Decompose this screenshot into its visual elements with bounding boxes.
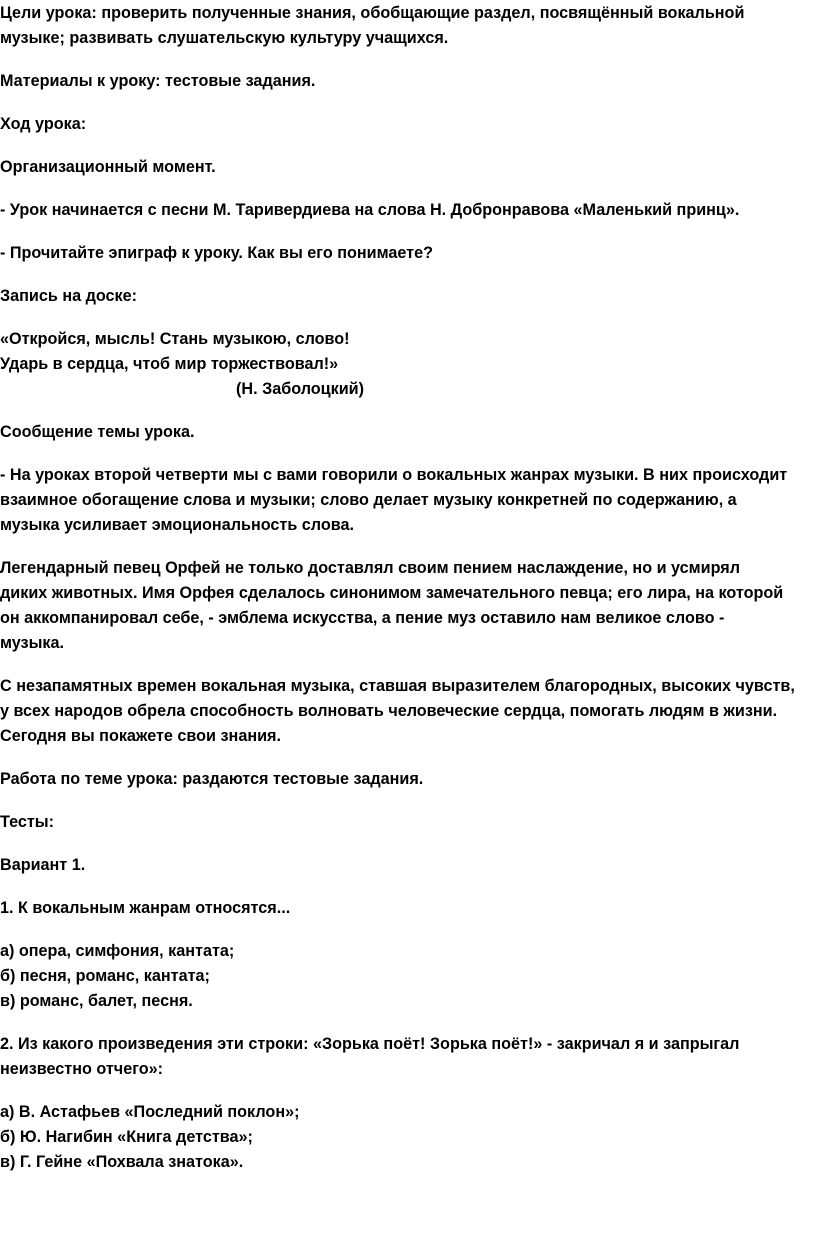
tests-heading bbox=[0, 810, 816, 835]
text-line: взаимное обогащение слова и музыки; слово делает музыку конкретней по содержанию, а bbox=[0, 491, 737, 509]
text-line: музыка усиливает эмоциональность слова. bbox=[0, 516, 354, 534]
text-line: Вариант 1. bbox=[0, 856, 86, 874]
text-line: музыка. bbox=[0, 634, 65, 652]
answer-option: а) опера, симфония, кантата; bbox=[0, 942, 235, 960]
question-1-options bbox=[0, 939, 816, 1014]
answer-option: в) Г. Гейне «Похвала знатока». bbox=[0, 1153, 244, 1171]
song-intro bbox=[0, 198, 816, 223]
text-line: Работа по теме урока: раздаются тестовые задания. bbox=[0, 770, 424, 788]
text-line: Сегодня вы покажете свои знания. bbox=[0, 727, 281, 745]
lesson-course-heading bbox=[0, 112, 816, 137]
answer-option: а) В. Астафьев «Последний поклон»; bbox=[0, 1103, 300, 1121]
lesson-materials bbox=[0, 69, 816, 94]
epigraph-line-1: «Откройся, мысль! Стань музыкою, слово! bbox=[0, 330, 350, 348]
epigraph bbox=[0, 327, 816, 402]
organizational-moment bbox=[0, 155, 816, 180]
variant-heading bbox=[0, 853, 816, 878]
text-line: Сообщение темы урока. bbox=[0, 423, 195, 441]
epigraph-author: (Н. Заболоцкий) bbox=[236, 380, 365, 398]
epigraph-question bbox=[0, 241, 816, 266]
vocal-genres-paragraph bbox=[0, 463, 816, 538]
text-line: Запись на доске: bbox=[0, 287, 138, 305]
question-2 bbox=[0, 1032, 816, 1082]
text-line: Легендарный певец Орфей не только доставлял своим пением наслаждение, но и усмирял bbox=[0, 559, 740, 577]
text-line: - Прочитайте эпиграф к уроку. Как вы его понимаете? bbox=[0, 244, 433, 262]
board-note-heading bbox=[0, 284, 816, 309]
text-line: диких животных. Имя Орфея сделалось синонимом замечательного певца; его лира, на которой bbox=[0, 584, 784, 602]
text-line: Материалы к уроку: тестовые задания. bbox=[0, 72, 316, 90]
epigraph-line-2: Ударь в сердца, чтоб мир торжествовал!» bbox=[0, 355, 339, 373]
orpheus-paragraph bbox=[0, 556, 816, 656]
text-line: у всех народов обрела способность волновать человеческие сердца, помогать людям в жизни. bbox=[0, 702, 778, 720]
text-line: Тесты: bbox=[0, 813, 55, 831]
text-line: 2. Из какого произведения эти строки: «Зорька поёт! Зорька поёт!» - закричал я и запрыгал bbox=[0, 1035, 740, 1053]
work-on-topic bbox=[0, 767, 816, 792]
answer-option: в) романс, балет, песня. bbox=[0, 992, 193, 1010]
vocal-music-paragraph bbox=[0, 674, 816, 749]
answer-option: б) песня, романс, кантата; bbox=[0, 967, 210, 985]
answer-option: б) Ю. Нагибин «Книга детства»; bbox=[0, 1128, 253, 1146]
question-2-options bbox=[0, 1100, 816, 1175]
text-line: Ход урока: bbox=[0, 115, 87, 133]
text-line: - Урок начинается с песни М. Таривердиева на слова Н. Добронравова «Маленький принц». bbox=[0, 201, 740, 219]
text-line: 1. К вокальным жанрам относятся... bbox=[0, 899, 291, 917]
lesson-topic bbox=[0, 420, 816, 445]
text-line: Цели урока: проверить полученные знания, обобщающие раздел, посвящённый вокальной bbox=[0, 4, 745, 22]
text-line: Организационный момент. bbox=[0, 158, 216, 176]
text-line: неизвестно отчего»: bbox=[0, 1060, 164, 1078]
text-line: - На уроках второй четверти мы с вами говорили о вокальных жанрах музыки. В них происходит bbox=[0, 466, 788, 484]
question-1 bbox=[0, 896, 816, 921]
text-line: С незапамятных времен вокальная музыка, ставшая выразителем благородных, высоких чувств, bbox=[0, 677, 795, 695]
text-line: музыке; развивать слушательскую культуру учащихся. bbox=[0, 29, 449, 47]
text-line: он аккомпанировал себе, - эмблема искусства, а пение муз оставило нам великое слово - bbox=[0, 609, 725, 627]
lesson-goals bbox=[0, 1, 816, 51]
